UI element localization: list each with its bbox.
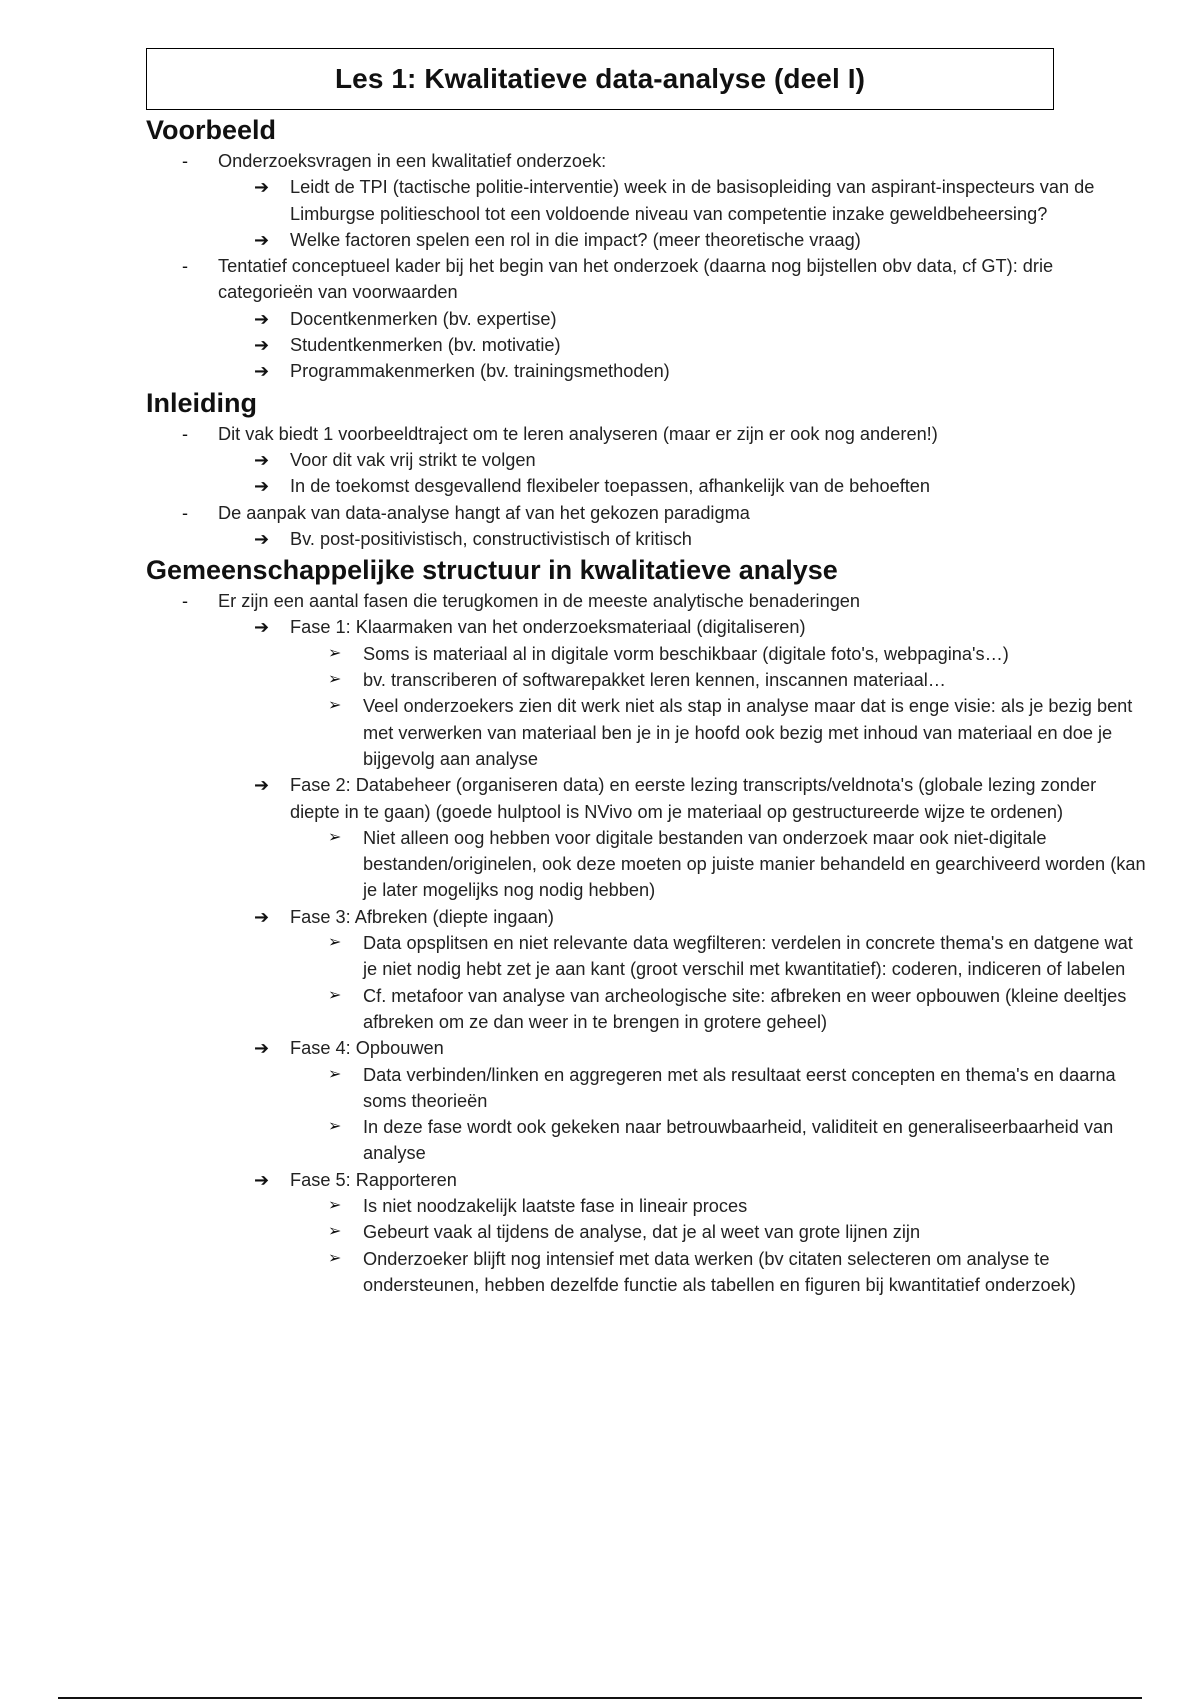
section-list bbox=[146, 588, 1146, 1298]
list-item-text: bv. transcriberen of softwarepakket leren kennen, inscannen materiaal… bbox=[363, 670, 946, 691]
list-item-text: Fase 2: Databeheer (organiseren data) en eerste lezing transcripts/veldnota's (globale lezing zonder diepte in te gaan) (goede hulptool is NVivo om je materiaal op gestructureerde wijze te ordenen) bbox=[290, 775, 1097, 822]
list-item bbox=[146, 447, 1146, 473]
section-heading: Voorbeeld bbox=[146, 115, 277, 145]
triangle-bullet-icon: ➢ bbox=[328, 828, 342, 846]
arrow-bullet-icon: ➔ bbox=[254, 1169, 270, 1190]
section-list bbox=[146, 421, 1146, 552]
dash-bullet-icon: - bbox=[182, 591, 188, 612]
dash-bullet-icon: - bbox=[182, 502, 188, 523]
triangle-bullet-icon: ➢ bbox=[328, 697, 342, 715]
list-item bbox=[146, 306, 1146, 332]
list-item bbox=[146, 983, 1146, 1036]
list-item-text: Cf. metafoor van analyse van archeologische site: afbreken en weer opbouwen (kleine deeltjes afbreken om ze dan weer in te brengen in grotere geheel) bbox=[363, 985, 1127, 1032]
bottom-divider bbox=[58, 1697, 1142, 1699]
list-item bbox=[146, 473, 1146, 499]
list-item bbox=[146, 667, 1146, 693]
arrow-bullet-icon: ➔ bbox=[254, 906, 270, 927]
arrow-bullet-icon: ➔ bbox=[254, 335, 270, 356]
list-item-text: Fase 3: Afbreken (diepte ingaan) bbox=[290, 906, 554, 927]
list-item bbox=[146, 1219, 1146, 1245]
dash-bullet-icon: - bbox=[182, 423, 188, 444]
list-item-text: Fase 5: Rapporteren bbox=[290, 1169, 457, 1190]
list-item bbox=[146, 904, 1146, 930]
list-item-text: Veel onderzoekers zien dit werk niet als stap in analyse maar dat is enge visie: als je bezig bent met verwerken van materiaal ben je in je hoofd ook bezig met inhoud van materiaal en doe je bijgevolg aan analyse bbox=[363, 696, 1133, 769]
triangle-bullet-icon: ➢ bbox=[328, 1223, 342, 1241]
document-content bbox=[146, 112, 1146, 1298]
list-item bbox=[146, 1246, 1146, 1299]
arrow-bullet-icon: ➔ bbox=[254, 361, 270, 382]
list-item bbox=[146, 148, 1146, 174]
triangle-bullet-icon: ➢ bbox=[328, 934, 342, 952]
list-item bbox=[146, 500, 1146, 526]
list-item-text: Tentatief conceptueel kader bij het begin van het onderzoek (daarna nog bijstellen obv data, cf GT): drie categorieën van voorwaarden bbox=[218, 256, 1054, 303]
list-item bbox=[146, 421, 1146, 447]
list-item-text: Programmakenmerken (bv. trainingsmethoden) bbox=[290, 361, 670, 382]
list-item bbox=[146, 1114, 1146, 1167]
list-item bbox=[146, 253, 1146, 306]
triangle-bullet-icon: ➢ bbox=[328, 986, 342, 1004]
arrow-bullet-icon: ➔ bbox=[254, 308, 270, 329]
list-item-text: Is niet noodzakelijk laatste fase in lineair proces bbox=[363, 1195, 748, 1216]
list-item-text: Gebeurt vaak al tijdens de analyse, dat je al weet van grote lijnen zijn bbox=[363, 1222, 921, 1243]
list-item-text: Welke factoren spelen een rol in die impact? (meer theoretische vraag) bbox=[290, 229, 861, 250]
arrow-bullet-icon: ➔ bbox=[254, 617, 270, 638]
arrow-bullet-icon: ➔ bbox=[254, 775, 270, 796]
arrow-bullet-icon: ➔ bbox=[254, 449, 270, 470]
list-item-text: In deze fase wordt ook gekeken naar betrouwbaarheid, validiteit en generaliseerbaarheid van analyse bbox=[363, 1117, 1114, 1164]
arrow-bullet-icon: ➔ bbox=[254, 476, 270, 497]
list-item bbox=[146, 1193, 1146, 1219]
list-item-text: In de toekomst desgevallend flexibeler toepassen, afhankelijk van de behoeften bbox=[290, 476, 931, 497]
list-item-text: Leidt de TPI (tactische politie-interventie) week in de basisopleiding van aspirant-inspecteurs van de Limburgse politieschool tot een voldoende niveau van competentie inzake geweldbeheersing? bbox=[290, 177, 1095, 224]
list-item bbox=[146, 825, 1146, 904]
list-item bbox=[146, 1062, 1146, 1115]
triangle-bullet-icon: ➢ bbox=[328, 1196, 342, 1214]
triangle-bullet-icon: ➢ bbox=[328, 1065, 342, 1083]
list-item bbox=[146, 1035, 1146, 1061]
dash-bullet-icon: - bbox=[182, 256, 188, 277]
list-item-text: Niet alleen oog hebben voor digitale bestanden van onderzoek maar ook niet-digitale bestanden/originelen, ook deze moeten op juiste manier behandeld en gearchiveerd worden (kan je later mogelijks nog nodig hebben) bbox=[363, 827, 1146, 901]
list-item-text: Voor dit vak vrij strikt te volgen bbox=[290, 449, 536, 470]
list-item bbox=[146, 526, 1146, 552]
list-item bbox=[146, 772, 1146, 825]
title-box bbox=[146, 48, 1054, 110]
arrow-bullet-icon: ➔ bbox=[254, 229, 270, 250]
list-item-text: Bv. post-positivistisch, constructivistisch of kritisch bbox=[290, 528, 692, 549]
list-item-text: Studentkenmerken (bv. motivatie) bbox=[290, 335, 561, 356]
list-item bbox=[146, 1167, 1146, 1193]
list-item-text: Er zijn een aantal fasen die terugkomen in de meeste analytische benaderingen bbox=[218, 591, 861, 612]
section-list bbox=[146, 148, 1146, 385]
arrow-bullet-icon: ➔ bbox=[254, 177, 270, 198]
section-heading: Inleiding bbox=[146, 387, 257, 418]
arrow-bullet-icon: ➔ bbox=[254, 528, 270, 549]
section-heading: Gemeenschappelijke structuur in kwalitatieve analyse bbox=[146, 555, 838, 586]
list-item-text: Fase 4: Opbouwen bbox=[290, 1038, 444, 1059]
page-title: Les 1: Kwalitatieve data-analyse (deel I) bbox=[334, 63, 866, 94]
triangle-bullet-icon: ➢ bbox=[328, 1249, 342, 1267]
list-item bbox=[146, 693, 1146, 772]
list-item bbox=[146, 614, 1146, 640]
list-item bbox=[146, 588, 1146, 614]
list-item bbox=[146, 174, 1146, 227]
list-item bbox=[146, 332, 1146, 358]
triangle-bullet-icon: ➢ bbox=[328, 644, 342, 662]
list-item bbox=[146, 227, 1146, 253]
list-item-text: Onderzoeksvragen in een kwalitatief onderzoek: bbox=[218, 151, 607, 171]
list-item-text: Dit vak biedt 1 voorbeeldtraject om te leren analyseren (maar er zijn er ook nog anderen!) bbox=[218, 423, 938, 444]
list-item-text: Docentkenmerken (bv. expertise) bbox=[290, 308, 557, 329]
arrow-bullet-icon: ➔ bbox=[254, 1038, 270, 1059]
list-item-text: Soms is materiaal al in digitale vorm beschikbaar (digitale foto's, webpagina's…) bbox=[363, 643, 1009, 664]
list-item-text: Fase 1: Klaarmaken van het onderzoeksmateriaal (digitaliseren) bbox=[290, 617, 806, 638]
triangle-bullet-icon: ➢ bbox=[328, 1118, 342, 1136]
list-item-text: Onderzoeker blijft nog intensief met data werken (bv citaten selecteren om analyse te ondersteunen, hebben dezelfde functie als tabellen en figuren bij kwantitatief onderzoek) bbox=[363, 1248, 1076, 1295]
list-item-text: Data verbinden/linken en aggregeren met als resultaat eerst concepten en thema's en daarna soms theorieën bbox=[363, 1064, 1116, 1111]
dash-bullet-icon: - bbox=[182, 151, 188, 171]
list-item-text: Data opsplitsen en niet relevante data wegfilteren: verdelen in concrete thema's en datgene wat je niet nodig hebt zet je aan kant (groot verschil met kwantitatief): coderen, indiceren of labelen bbox=[363, 933, 1133, 980]
list-item bbox=[146, 930, 1146, 983]
list-item bbox=[146, 641, 1146, 667]
list-item-text: De aanpak van data-analyse hangt af van het gekozen paradigma bbox=[218, 502, 750, 523]
triangle-bullet-icon: ➢ bbox=[328, 671, 342, 689]
list-item bbox=[146, 358, 1146, 384]
